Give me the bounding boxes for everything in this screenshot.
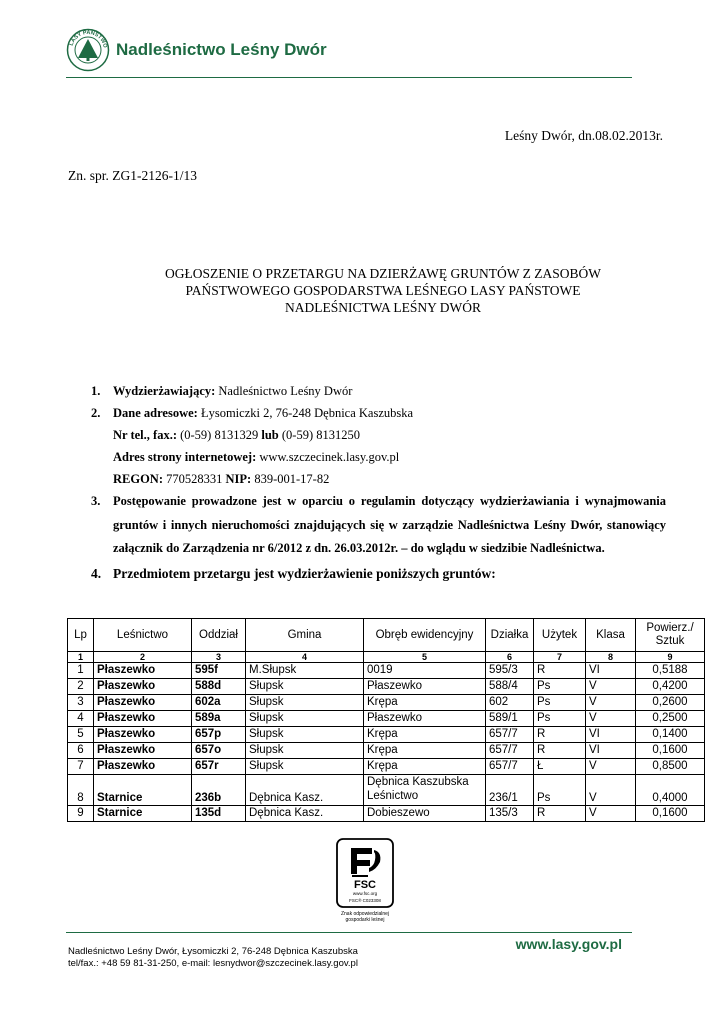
col-header-obreb: Obręb ewidencyjny — [364, 619, 486, 652]
subject-text: Przedmiotem przetargu jest wydzierżawienie poniższych gruntów: — [113, 565, 496, 581]
row-gmina: Słupsk — [246, 695, 364, 711]
table-row — [68, 679, 705, 695]
row-obreb: Krępa — [364, 727, 486, 743]
phone-or: lub — [261, 428, 279, 442]
column-number: 7 — [534, 652, 586, 663]
row-obreb: Krępa — [364, 743, 486, 759]
row-klasa: V — [586, 775, 636, 806]
footer-divider — [66, 932, 632, 933]
phone-label: Nr tel., fax.: — [113, 428, 177, 442]
column-number-row — [68, 652, 705, 663]
column-number: 3 — [192, 652, 246, 663]
row-lesnictwo: Płaszewko — [94, 727, 192, 743]
col-header-oddzial: Oddział — [192, 619, 246, 652]
row-powierzchnia: 0,1400 — [636, 727, 705, 743]
table-row — [68, 759, 705, 775]
row-obreb: Płaszewko — [364, 711, 486, 727]
table-row — [68, 695, 705, 711]
row-uzytek: Ps — [534, 711, 586, 727]
column-number: 4 — [246, 652, 364, 663]
row-dzialka: 657/7 — [486, 743, 534, 759]
row-lp: 8 — [68, 775, 94, 806]
row-lp: 2 — [68, 679, 94, 695]
row-uzytek: Ps — [534, 775, 586, 806]
row-lesnictwo: Płaszewko — [94, 743, 192, 759]
fsc-text: FSC — [354, 879, 376, 891]
row-gmina: Dębnica Kasz. — [246, 806, 364, 822]
table-row — [68, 711, 705, 727]
row-lp: 4 — [68, 711, 94, 727]
col-header-uzytek: Użytek — [534, 619, 586, 652]
row-oddzial: 595f — [192, 663, 246, 679]
row-lp: 5 — [68, 727, 94, 743]
title-line-1: OGŁOSZENIE O PRZETARGU NA DZIERŻAWĘ GRUNTÓW Z ZASOBÓW — [165, 266, 601, 281]
row-powierzchnia: 0,2500 — [636, 711, 705, 727]
row-uzytek: R — [534, 663, 586, 679]
fsc-site: www.fsc.org — [352, 891, 378, 896]
row-oddzial: 588d — [192, 679, 246, 695]
row-lesnictwo: Starnice — [94, 775, 192, 806]
item-1 — [91, 380, 666, 402]
col-header-gmina: Gmina — [246, 619, 364, 652]
row-klasa: V — [586, 695, 636, 711]
row-klasa: V — [586, 711, 636, 727]
row-obreb: Dobieszewo — [364, 806, 486, 822]
row-oddzial: 236b — [192, 775, 246, 806]
row-dzialka: 657/7 — [486, 759, 534, 775]
row-obreb: Płaszewko — [364, 679, 486, 695]
column-number: 6 — [486, 652, 534, 663]
phone-value-1: (0-59) 8131329 — [176, 428, 262, 442]
row-uzytek: R — [534, 806, 586, 822]
footer-address-line-2: tel/fax.: +48 59 81-31-250, e-mail: lesnydwor@szczecinek.lasy.gov.pl — [68, 958, 358, 969]
item-number: 1. — [91, 384, 101, 398]
logo-text: LASY PAŃSTWO — [68, 29, 108, 49]
row-lesnictwo: Płaszewko — [94, 711, 192, 727]
regon-label: REGON: — [113, 472, 163, 486]
row-uzytek: Ł — [534, 759, 586, 775]
row-oddzial: 589a — [192, 711, 246, 727]
row-lp: 3 — [68, 695, 94, 711]
footer-address — [68, 946, 358, 970]
row-gmina: Słupsk — [246, 711, 364, 727]
row-klasa: VI — [586, 727, 636, 743]
row-dzialka: 602 — [486, 695, 534, 711]
row-lesnictwo: Starnice — [94, 806, 192, 822]
row-dzialka: 588/4 — [486, 679, 534, 695]
row-powierzchnia: 0,5188 — [636, 663, 705, 679]
org-name: Nadleśnictwo Leśny Dwór — [116, 40, 327, 59]
row-klasa: V — [586, 806, 636, 822]
col-header-dzialka: Działka — [486, 619, 534, 652]
col-header-klasa: Klasa — [586, 619, 636, 652]
table-row — [68, 663, 705, 679]
table-row — [68, 775, 705, 806]
row-lesnictwo: Płaszewko — [94, 663, 192, 679]
row-gmina: Słupsk — [246, 759, 364, 775]
lessor-label: Wydzierżawiający: — [113, 384, 216, 398]
address-label: Dane adresowe: — [113, 406, 198, 420]
row-obreb: Krępa — [364, 695, 486, 711]
row-dzialka: 236/1 — [486, 775, 534, 806]
col-header-powierzchnia: Powierz./ Sztuk — [636, 619, 705, 652]
fsc-logo — [336, 838, 394, 908]
document-title — [100, 265, 666, 316]
row-gmina: Słupsk — [246, 727, 364, 743]
lasy-panstwowe-logo — [66, 28, 110, 72]
col-header-lesnictwo: Leśnictwo — [94, 619, 192, 652]
phone-value-2: (0-59) 8131250 — [278, 428, 360, 442]
title-line-2: PAŃSTWOWEGO GOSPODARSTWA LEŚNEGO LASY PAŃSTOWE — [185, 283, 581, 298]
row-dzialka: 595/3 — [486, 663, 534, 679]
row-klasa: VI — [586, 743, 636, 759]
address-value: Łysomiczki 2, 76-248 Dębnica Kaszubska — [197, 406, 414, 420]
column-number: 1 — [68, 652, 94, 663]
row-lp: 1 — [68, 663, 94, 679]
reference-number: Zn. spr. ZG1-2126-1/13 — [68, 168, 197, 183]
website-label: Adres strony internetowej: — [113, 450, 257, 464]
row-oddzial: 657p — [192, 727, 246, 743]
footer-address-line-1: Nadleśnictwo Leśny Dwór, Łysomiczki 2, 76-248 Dębnica Kaszubska — [68, 946, 358, 957]
column-number: 2 — [94, 652, 192, 663]
row-lp: 9 — [68, 806, 94, 822]
row-oddzial: 602a — [192, 695, 246, 711]
place-date: Leśny Dwór, dn.08.02.2013r. — [504, 128, 663, 143]
row-powierzchnia: 0,1600 — [636, 743, 705, 759]
column-number: 9 — [636, 652, 705, 663]
row-oddzial: 657o — [192, 743, 246, 759]
row-powierzchnia: 0,2600 — [636, 695, 705, 711]
row-powierzchnia: 0,8500 — [636, 759, 705, 775]
column-number: 8 — [586, 652, 636, 663]
row-oddzial: 657r — [192, 759, 246, 775]
row-uzytek: Ps — [534, 695, 586, 711]
row-klasa: V — [586, 679, 636, 695]
row-dzialka: 657/7 — [486, 727, 534, 743]
title-line-3: NADLEŚNICTWA LEŚNY DWÓR — [285, 300, 481, 315]
row-oddzial: 135d — [192, 806, 246, 822]
header-divider — [66, 77, 632, 78]
row-uzytek: Ps — [534, 679, 586, 695]
row-obreb: Krępa — [364, 759, 486, 775]
row-obreb: 0019 — [364, 663, 486, 679]
table-row — [68, 806, 705, 822]
nip-value: 839-001-17-82 — [251, 472, 330, 486]
table-row — [68, 743, 705, 759]
announcement-items — [91, 380, 666, 585]
nip-label: NIP: — [225, 472, 252, 486]
item-number: 2. — [91, 406, 101, 420]
row-lp: 6 — [68, 743, 94, 759]
item-2 — [91, 402, 666, 490]
item-number: 4. — [91, 565, 102, 581]
row-gmina: M.Słupsk — [246, 663, 364, 679]
row-obreb: Dębnica Kaszubska Leśnictwo — [364, 775, 486, 806]
table-header-row — [68, 619, 705, 652]
fsc-code: FSC® C023308 — [349, 898, 381, 903]
row-lp: 7 — [68, 759, 94, 775]
row-gmina: Słupsk — [246, 679, 364, 695]
col-header-lp: Lp — [68, 619, 94, 652]
lessor-value: Nadleśnictwo Leśny Dwór — [215, 384, 353, 398]
website-value[interactable]: www.szczecinek.lasy.gov.pl — [256, 450, 400, 464]
row-lesnictwo: Płaszewko — [94, 759, 192, 775]
row-dzialka: 135/3 — [486, 806, 534, 822]
item-4 — [91, 563, 666, 585]
footer-website-link[interactable]: www.lasy.gov.pl — [515, 936, 622, 952]
column-number: 5 — [364, 652, 486, 663]
land-table — [67, 618, 705, 822]
procedure-text: Postępowanie prowadzone jest w oparciu o regulamin dotyczący wydzierżawiania i wynajmowania gruntów i innych nieruchomości znajdujących się w zarządzie Nadleśnictwa Leśny Dwór, stanowiący załącznik do Zarządzenia nr 6/2012 z dn. 26.03.2012r. – do wglądu w siedzibie Nadleśnictwa. — [113, 494, 666, 555]
row-gmina: Dębnica Kasz. — [246, 775, 364, 806]
row-gmina: Słupsk — [246, 743, 364, 759]
regon-value: 770528331 — [163, 472, 226, 486]
row-uzytek: R — [534, 727, 586, 743]
row-dzialka: 589/1 — [486, 711, 534, 727]
row-lesnictwo: Płaszewko — [94, 695, 192, 711]
row-klasa: VI — [586, 663, 636, 679]
row-klasa: V — [586, 759, 636, 775]
fsc-note: Znak odpowiedzialnej gospodarki leśnej — [340, 911, 390, 923]
item-3 — [91, 490, 666, 561]
row-powierzchnia: 0,4200 — [636, 679, 705, 695]
item-number: 3. — [91, 494, 101, 508]
row-powierzchnia: 0,1600 — [636, 806, 705, 822]
row-powierzchnia: 0,4000 — [636, 775, 705, 806]
row-uzytek: R — [534, 743, 586, 759]
table-row — [68, 727, 705, 743]
row-lesnictwo: Płaszewko — [94, 679, 192, 695]
